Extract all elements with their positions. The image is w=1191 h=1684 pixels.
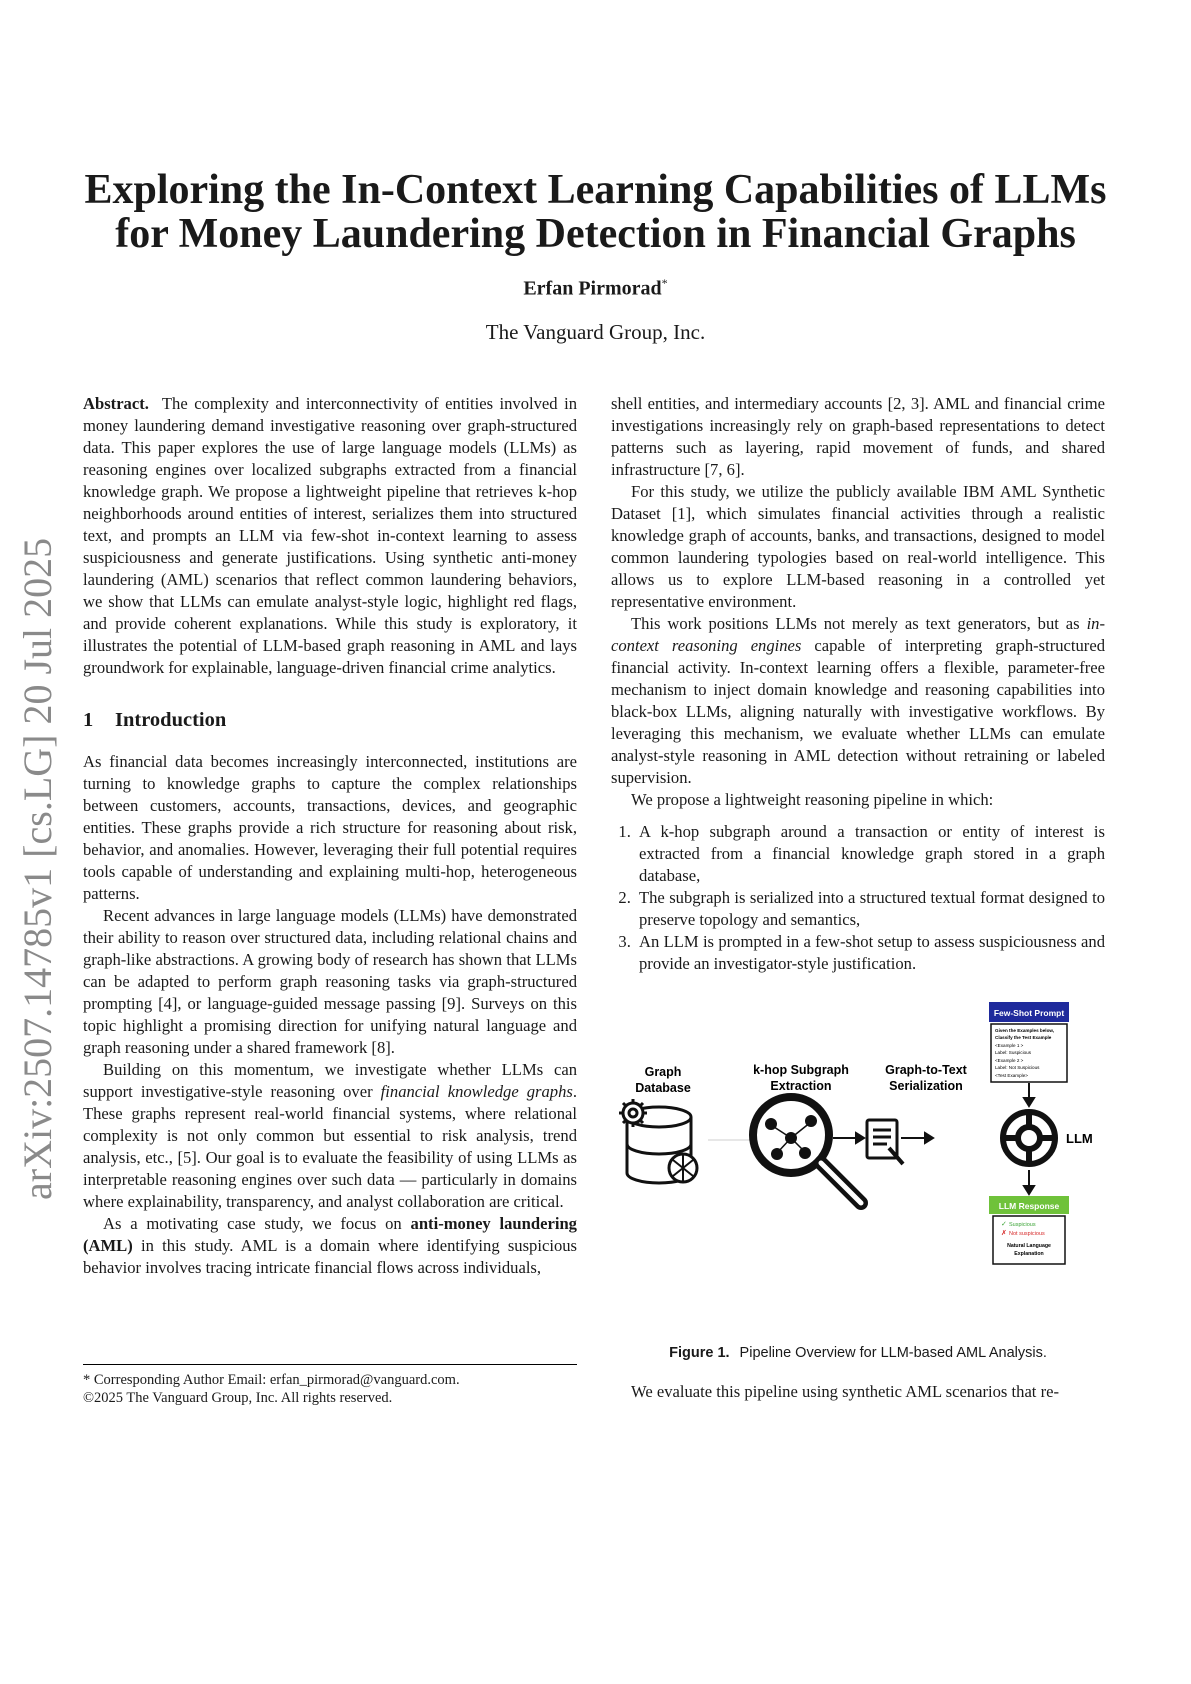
abstract-text: The complexity and interconnectivity of entities involved in money laundering demand investigative reasoning over graph-structured data. This paper explores the use of large language models (LLMs) as reasoning engines over localized subgraphs extracted from a financial knowledge graph. We propose a lightweight pipeline that retrieves k-hop neighborhoods around entities of interest, serializes them into structured text, and prompts an LLM via few-shot in-context learning to assess suspiciousness and generate justifications. Using synthetic anti-money laundering (AML) scenarios that reflect common laundering behaviors, we show that LLMs can emulate analyst-style logic, highlight red flags, and provide coherent explanations. While this study is exploratory, it illustrates the potential of LLM-based graph reasoning in AML and lays groundwork for explainable, language-driven financial crime analytics. [83,394,578,677]
paper-title [60,168,1131,256]
document-icon [867,1120,903,1164]
intro-paragraph-2: Recent advances in large language models (LLMs) have demonstrated their ability to reason over structured data, including relational chains and graph-like abstractions. A growing body of research has shown that LLMs can be adapted to perform graph reasoning tasks via graph-structured prompting [4], or language-guided message passing [9]. Surveys on this topic highlight a promising direction for unifying natural language and graph reasoning under a shared framework [8]. [83,906,577,1057]
right-p2-a: This work positions LLMs not merely as text generators, but as [631,614,1087,633]
figure-caption [611,1345,1105,1361]
llm-response-box [989,1196,1069,1264]
database-icon [619,1099,697,1183]
author-footnote-mark: * [661,276,668,290]
title-line-2: for Money Laundering Detection in Financial Graphs [115,211,1076,257]
prompt-line: <Example 2 > [995,1058,1024,1063]
label-graph-database-2: Database [635,1081,691,1095]
magnifier-icon [708,1097,861,1203]
pipeline-steps-list [611,821,1105,975]
right-p2-b: capable of interpreting graph-structured financial activity. In-context learning offers a flexible, parameter-free mechanism to inject domain knowledge and reasoning capabilities into black-box LLMs, aligning naturally with investigative workflows. By leveraging this mechanism, we evaluate whether LLMs can emulate analyst-style reasoning in AML detection without retraining or labeled supervision. [611,636,1105,787]
prompt-line: Label: Suspicious [995,1050,1032,1055]
right-paragraph-0: shell entities, and intermediary accounts [2, 3]. AML and financial crime investigations increasingly rely on graph-based representations to detect patterns such as layering, rapid movement of funds, and shared infrastructure [7, 6]. [611,394,1105,479]
left-column [83,393,577,1279]
cross-icon: ✗ [1001,1230,1007,1237]
intro-p3-b: . These graphs represent real-world financial systems, where relational complexity is not only common but essential to risk analysis, trend analysis, etc., [5]. Our goal is to evaluate the feasibility of using LLMs as interpretable reasoning engines over such data — particularly in domains where explainability, transparency, and analyst collaboration are critical. [83,1082,578,1211]
arxiv-identifier: arXiv:2507.14785v1 [cs.LG] 20 Jul 2025 [15,537,60,1200]
right-paragraph-3: We propose a lightweight reasoning pipeline in which: [631,790,994,809]
title-line-1: Exploring the In-Context Learning Capabilities of LLMs [84,167,1107,213]
author-name [0,276,1191,301]
intro-paragraph-3 [83,1059,577,1213]
footnote-email: * Corresponding Author Email: erfan_pirmorad@vanguard.com. [83,1372,460,1388]
label-graph-database-1: Graph [644,1065,682,1079]
prompt-line: Label: Not Suspicious [995,1065,1040,1070]
abstract [83,393,577,679]
intro-p4-c: in this study. AML is a domain where identifying suspicious behavior involves tracing intricate financial flows across individuals, [83,1236,577,1277]
arrow-icon [1024,1083,1034,1194]
footnote [83,1364,577,1407]
intro-p4-a: As a motivating case study, we focus on [103,1214,411,1233]
label-khop-2: Extraction [770,1079,832,1093]
footnote-copyright: ©2025 The Vanguard Group, Inc. All rights reserved. [83,1390,393,1406]
intro-paragraph-4 [83,1213,577,1279]
intro-p3-a: Building on this momentum, we investigate whether LLMs can support investigative-style reasoning over [83,1060,577,1101]
response-suspicious: Suspicious [1009,1222,1036,1228]
llm-label: LLM [1066,1131,1093,1146]
pipeline-step: 3. An LLM is prompted in a few-shot setup to assess suspiciousness and provide an investigator-style justification. [635,931,1105,975]
right-paragraph-1: For this study, we utilize the publicly available IBM AML Synthetic Dataset [1], which simulates financial activities through a realistic knowledge graph of accounts, banks, and transactions, designed to model common laundering typologies based on real-world intelligence. This allows us to explore LLM-based reasoning in a controlled yet representative environment. [611,482,1105,611]
continuation-line: We evaluate this pipeline using synthetic AML scenarios that re- [631,1382,1059,1401]
intro-paragraph-1: As financial data becomes increasingly interconnected, institutions are turning to knowledge graphs to capture the complex relationships between customers, accounts, transactions, devices, and geographic entities. These graphs provide a rich structure for reasoning about risk, behavior, and anomalies. However, leveraging their full potential requires tools capable of understanding and explaining multi-hop, heterogeneous patterns. [83,752,577,903]
figure-caption-text: Pipeline Overview for LLM-based AML Analysis. [739,1345,1047,1361]
right-paragraph-2 [611,613,1105,789]
response-header: LLM Response [998,1201,1060,1211]
response-not-suspicious: Not suspicious [1009,1231,1045,1237]
section-number: 1 [83,709,94,731]
response-explanation-2: Explanation [1014,1251,1044,1257]
right-column [611,393,1105,975]
few-shot-prompt-box [989,1002,1069,1082]
label-khop-1: k-hop Subgraph [753,1063,849,1077]
figure-label: Figure 1. [669,1345,730,1361]
section-heading-introduction [83,709,577,731]
llm-icon [1003,1112,1055,1164]
label-serialization-1: Graph-to-Text [885,1063,967,1077]
abstract-label: Abstract. [83,394,149,413]
section-title: Introduction [115,709,227,731]
pipeline-step: 1. A k-hop subgraph around a transaction or entity of interest is extracted from a financial knowledge graph stored in a graph database, [635,821,1105,887]
pipeline-figure [611,1000,1111,1300]
check-icon: ✓ [1001,1221,1007,1228]
pipeline-diagram [611,1000,1111,1300]
prompt-line: <Example 1 > [995,1043,1024,1048]
prompt-line: Given the Examples below, [995,1028,1055,1033]
affiliation: The Vanguard Group, Inc. [485,320,706,344]
response-explanation-1: Natural Language [1007,1243,1051,1249]
right-p2-emphasis: in-context reasoning engines [611,614,1105,655]
prompt-line: <Test Example> [995,1073,1028,1078]
intro-p3-emphasis: financial knowledge graphs [380,1082,573,1101]
prompt-line: Classify the Test Example [995,1035,1052,1040]
author-text: Erfan Pirmorad [523,277,662,300]
prompt-header: Few-Shot Prompt [993,1008,1065,1018]
intro-p4-bold: anti-money laundering (AML) [83,1214,577,1255]
label-serialization-2: Serialization [889,1079,963,1093]
pipeline-step: 2. The subgraph is serialized into a structured textual format designed to preserve topology and semantics, [635,887,1105,931]
